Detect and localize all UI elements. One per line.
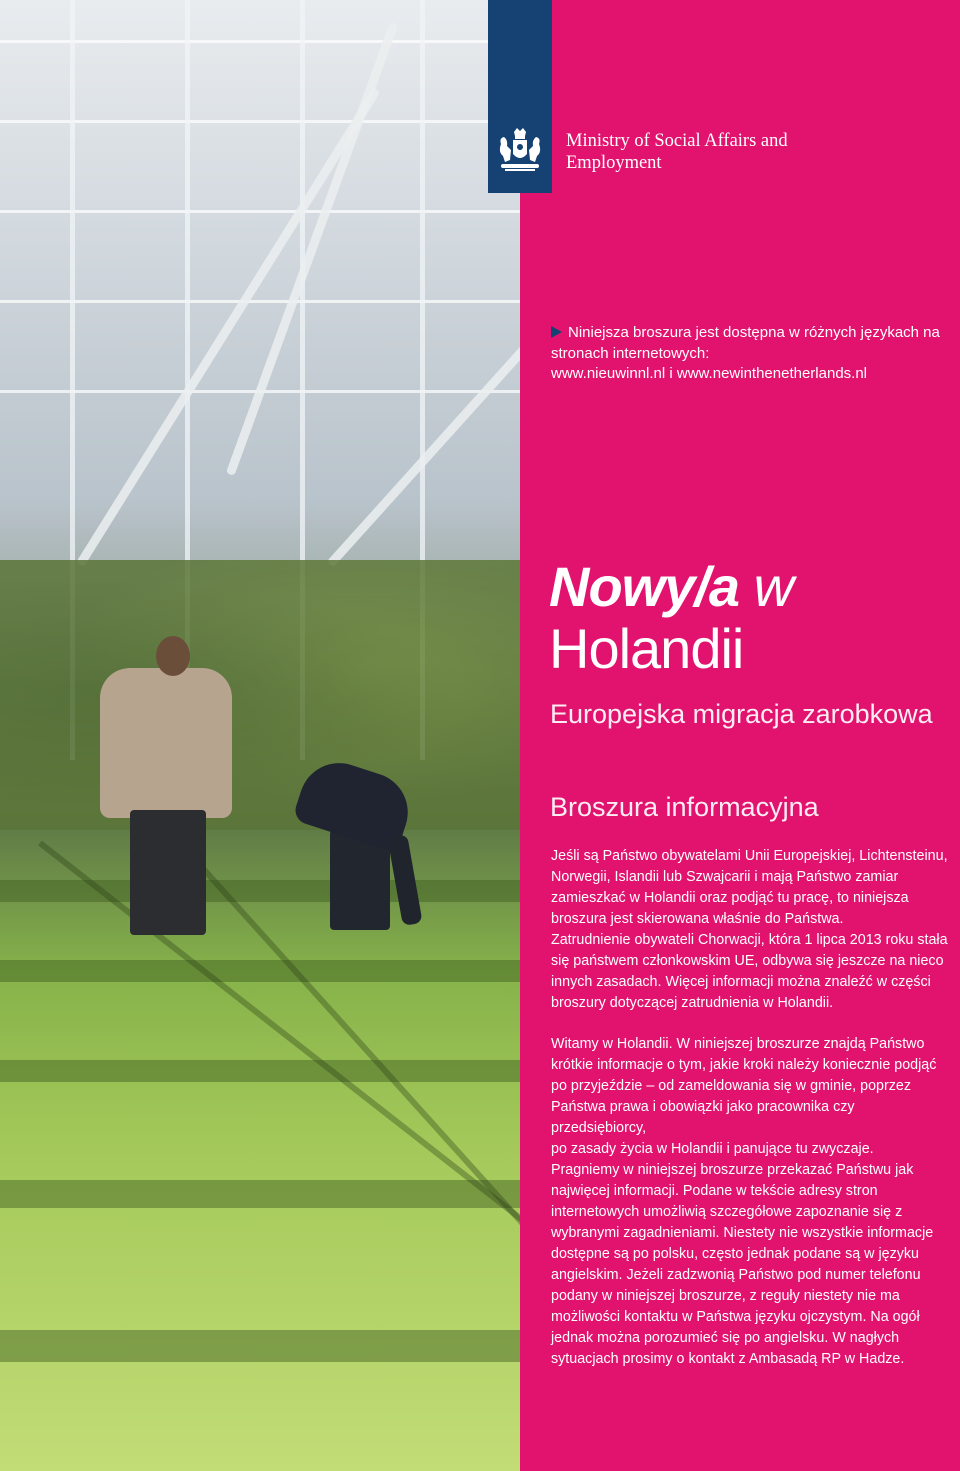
lettuce-row (0, 1180, 520, 1208)
title-line2: Holandii (549, 617, 744, 680)
section-title: Broszura informacyjna (550, 792, 819, 822)
title-bold: Nowy/a (549, 555, 740, 618)
text-line: Zatrudnienie obywateli Chorwacji, która 1 lipca 2013 roku stała (551, 932, 948, 948)
notice-line1: Niniejsza broszura jest dostępna w różnych językach na (568, 324, 940, 341)
text-line: jednak można porozumieć się po angielsku. W nagłych (551, 1330, 900, 1346)
lettuce-row (0, 1060, 520, 1082)
lettuce-row (0, 880, 520, 902)
text-line: Państwa prawa i obowiązki jako pracownika czy przedsiębiorcy, (551, 1099, 855, 1136)
text-line: po zasady życia w Holandii i panujące tu zwyczaje. (551, 1141, 874, 1157)
text-line: podany w niniejszej broszurze, z reguły niestety nie ma (551, 1288, 900, 1304)
text-line: broszury dotyczącej zatrudnienia w Holandii. (551, 995, 834, 1011)
text-line: Witamy w Holandii. W niniejszej broszurze znajdą Państwo (551, 1036, 925, 1052)
roof-line (0, 300, 520, 303)
ministry-name-line1: Ministry of Social Affairs and (566, 131, 788, 151)
text-line: innych zasadach. Więcej informacji można znaleźć w części (551, 974, 931, 990)
government-logo-bar (488, 0, 552, 193)
intro-paragraph (551, 846, 951, 1014)
hedge-background (0, 560, 520, 830)
title-light: w (753, 555, 794, 618)
notice-line2: stronach internetowych: (551, 344, 710, 362)
text-line: Norwegii, Islandii lub Szwajcarii i mają Państwo zamiar (551, 869, 899, 885)
lettuce-row (0, 960, 520, 982)
roof-line (0, 210, 520, 213)
text-line: internetowych umożliwią szczegółowe zapoznanie się z (551, 1204, 903, 1220)
welcome-paragraph (551, 1034, 951, 1370)
text-line: się państwem członkowskim UE, odbywa się jeszcze na nieco (551, 953, 944, 969)
irrigation-boom (76, 87, 380, 567)
text-line: wybranymi zagadnieniami. Niestety nie wszystkie informacje (551, 1225, 934, 1241)
royal-coat-of-arms-icon (495, 126, 545, 176)
language-availability-notice (551, 323, 941, 385)
text-line: dostępne są po polsku, często jednak podane są w języku (551, 1246, 919, 1262)
triangle-arrow-icon (551, 326, 562, 338)
ministry-name-line2: Employment (566, 153, 662, 173)
brochure-title (549, 556, 949, 680)
text-line: sytuacjach prosimy o kontakt z Ambasadą RP w Hadze. (551, 1351, 905, 1367)
worker-standing-body (100, 668, 232, 818)
roof-line (0, 40, 520, 43)
text-line: Pragniemy w niniejszej broszurze przekazać Państwu jak (551, 1162, 914, 1178)
text-line: broszura jest skierowana właśnie do Państwa. (551, 911, 844, 927)
lettuce-row (0, 1330, 520, 1362)
brochure-subtitle: Europejska migracja zarobkowa (550, 699, 933, 729)
shadow-stripe (38, 841, 520, 1277)
text-line: krótkie informacje o tym, jakie kroki należy koniecznie podjąć (551, 1057, 937, 1073)
worker-standing-head (156, 636, 190, 676)
text-line: możliwości kontaktu w Państwa języku ojczystym. Na ogół (551, 1309, 920, 1325)
text-line: zamieszkać w Holandii oraz podjąć tu pracę, to niniejsza (551, 890, 909, 906)
text-line: angielskim. Jeżeli zadzwonią Państwo pod numer telefonu (551, 1267, 921, 1283)
ministry-name (566, 130, 946, 174)
text-line: Jeśli są Państwo obywatelami Unii Europejskiej, Lichtensteinu, (551, 848, 948, 864)
irrigation-boom (226, 22, 399, 476)
worker-standing-legs (130, 810, 206, 935)
notice-websites-link[interactable]: www.nieuwinnl.nl i www.newinthenetherlands.nl (551, 365, 868, 382)
text-line: po przyjeździe – od zameldowania się w gminie, poprzez (551, 1078, 911, 1094)
text-line: najwięcej informacji. Podane w tekście adresy stron (551, 1183, 878, 1199)
roof-line (0, 120, 520, 123)
